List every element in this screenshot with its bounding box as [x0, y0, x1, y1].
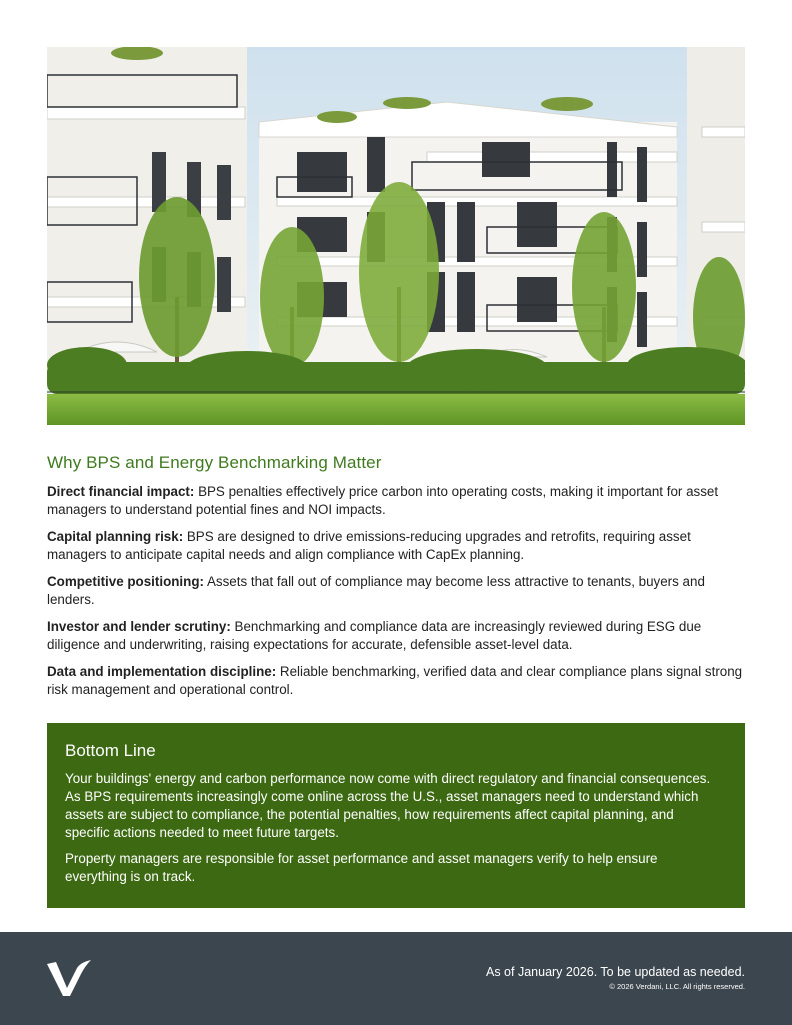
item-label: Investor and lender scrutiny: — [47, 619, 231, 634]
item-text: BPS are designed to drive emissions-reducing upgrades and retrofits, requiring asset managers to anticipate capital needs and align compliance with CapEx planning. — [47, 529, 691, 562]
list-item — [47, 528, 747, 564]
callout-heading: Bottom Line — [65, 741, 156, 760]
verdani-v-logo — [47, 960, 93, 998]
page-footer — [0, 932, 792, 1025]
item-label: Data and implementation discipline: — [47, 664, 277, 679]
apartment-buildings-photo — [47, 47, 745, 425]
item-label: Direct financial impact: — [47, 484, 195, 499]
list-item — [47, 618, 747, 654]
callout-paragraph: Property managers are responsible for asset performance and asset managers verify to help ensure everything is on track. — [65, 851, 658, 884]
callout-paragraph: Your buildings' energy and carbon performance now come with direct regulatory and financial consequences. As BPS requirements increasingly come online across the U.S., asset managers need to understand which assets are subject to compliance, the potential penalties, how requirements affect capital planning, and specific actions needed to meet future targets. — [65, 771, 711, 840]
item-text: Reliable benchmarking, verified data and clear compliance plans signal strong risk management and operational control. — [47, 664, 743, 697]
item-label: Competitive positioning: — [47, 574, 204, 589]
left-building — [47, 47, 247, 387]
copyright-text: © 2026 Verdani, LLC. All rights reserved. — [609, 982, 745, 991]
why-bps-section — [47, 453, 747, 708]
item-label: Capital planning risk: — [47, 529, 184, 544]
item-text: BPS penalties effectively price carbon into operating costs, making it important for asset managers to understand potential fines and NOI impacts. — [47, 484, 719, 517]
section-heading: Why BPS and Energy Benchmarking Matter — [47, 453, 382, 472]
list-item — [47, 573, 747, 609]
bottom-line-callout — [47, 723, 745, 908]
list-item — [47, 663, 747, 699]
item-text: Benchmarking and compliance data are increasingly reviewed during ESG due diligence and underwriting, raising expectations for accurate, defensible asset-level data. — [47, 619, 702, 652]
update-note: As of January 2026. To be updated as needed. — [486, 965, 745, 979]
item-text: Assets that fall out of compliance may become less attractive to tenants, buyers and lenders. — [47, 574, 705, 607]
hero-image — [47, 47, 745, 425]
list-item — [47, 483, 747, 519]
